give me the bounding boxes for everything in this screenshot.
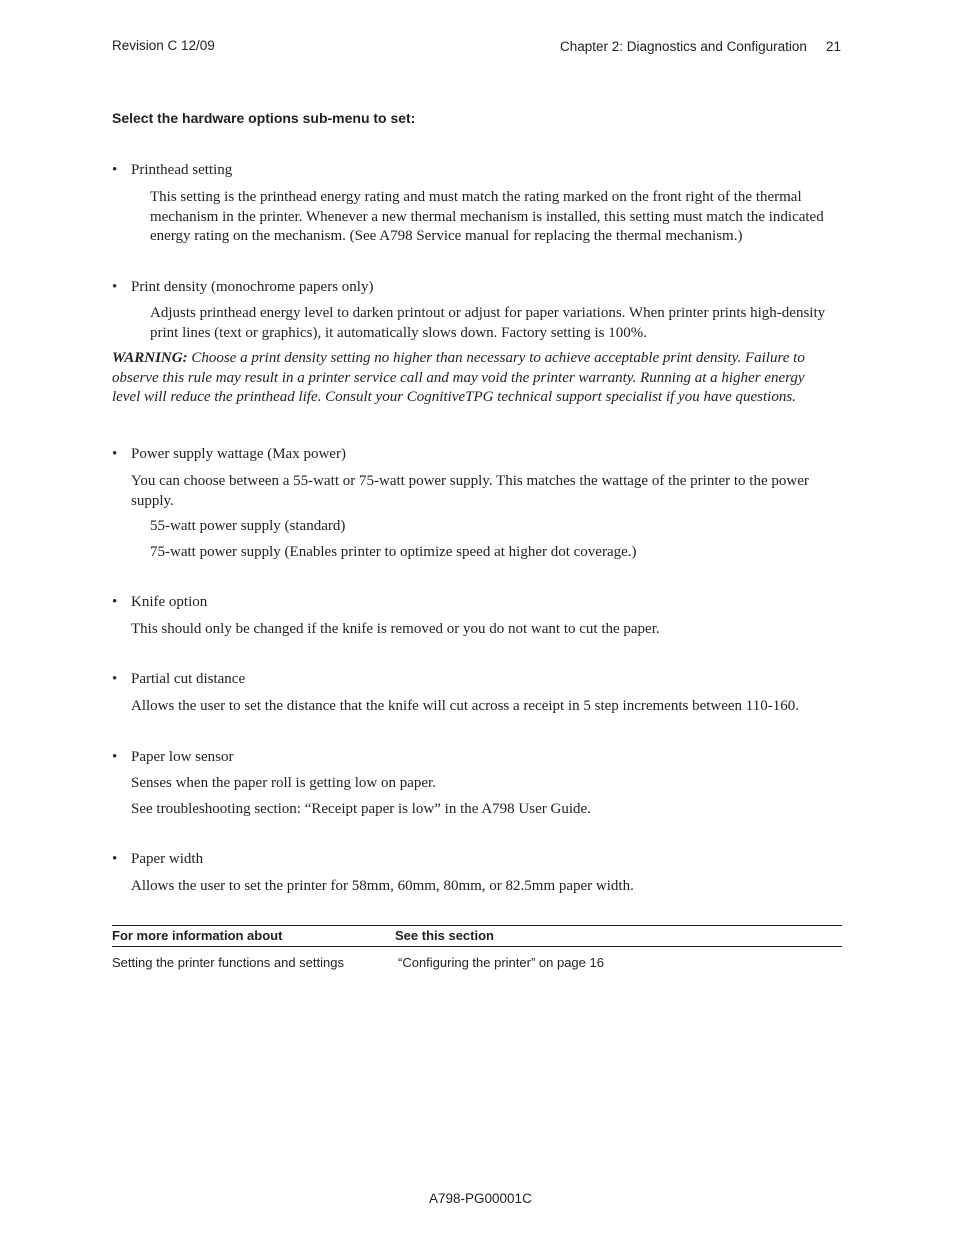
item-description: Senses when the paper roll is getting low on paper. (131, 775, 436, 791)
table-header-section: See this section (395, 928, 494, 943)
troubleshooting-reference: See troubleshooting section: “Receipt paper is low” in the A798 User Guide. (131, 801, 591, 817)
item-label: Knife option (131, 594, 208, 610)
bullet-icon: • (112, 749, 118, 765)
bullet-icon: • (112, 671, 118, 687)
table-header-topic: For more information about (112, 928, 283, 943)
bullet-icon: • (112, 162, 118, 178)
item-description: This should only be changed if the knife is removed or you do not want to cut the paper. (131, 621, 660, 637)
item-label: Printhead setting (131, 162, 233, 178)
bullet-icon: • (112, 279, 118, 295)
warning-text: Choose a print density setting no higher than necessary to achieve acceptable print density. Failure to observe this rule may result in a printer service call and may void the printer warranty. Running at a higher energy level will reduce the printhead life. Consult your CognitiveTPG technical support specialist if you have questions. (112, 350, 805, 406)
bullet-icon: • (112, 594, 118, 610)
item-description: This setting is the printhead energy rating and must match the rating marked on the front right of the thermal mechanism in the printer. Whenever a new thermal mechanism is installed, this setting must match the indicated energy rating on the mechanism. (See A798 Service manual for replacing the thermal mechanism.) (150, 189, 824, 245)
revision-label: Revision C 12/09 (112, 38, 215, 53)
table-cell-section-link[interactable]: “Configuring the printer” on page 16 (398, 955, 604, 970)
page-number: 21 (826, 39, 842, 54)
section-heading: Select the hardware options sub-menu to set: (112, 110, 416, 126)
power-option-55w: 55-watt power supply (standard) (150, 518, 346, 534)
item-label: Power supply wattage (Max power) (131, 446, 346, 462)
warning-note (112, 349, 834, 408)
item-label: Paper low sensor (131, 749, 234, 765)
item-label: Print density (monochrome papers only) (131, 279, 374, 295)
item-description: You can choose between a 55-watt or 75-watt power supply. This matches the wattage of the printer to the power supply. (131, 473, 809, 509)
item-description: Allows the user to set the printer for 58mm, 60mm, 80mm, or 82.5mm paper width. (131, 878, 634, 894)
warning-label: WARNING: (112, 350, 188, 366)
table-top-rule (112, 925, 842, 926)
chapter-title: Chapter 2: Diagnostics and Configuration (560, 39, 807, 54)
bullet-icon: • (112, 851, 118, 867)
table-cell-topic: Setting the printer functions and settings (112, 955, 344, 970)
bullet-icon: • (112, 446, 118, 462)
item-label: Partial cut distance (131, 671, 246, 687)
item-description: Adjusts printhead energy level to darken printout or adjust for paper variations. When printer prints high-density print lines (text or graphics), it automatically slows down. Factory setting is 100%. (150, 305, 826, 341)
document-number: A798-PG00001C (429, 1191, 532, 1206)
power-option-75w: 75-watt power supply (Enables printer to optimize speed at higher dot coverage.) (150, 544, 637, 560)
item-label: Paper width (131, 851, 204, 867)
table-header-rule (112, 946, 842, 947)
item-description: Allows the user to set the distance that the knife will cut across a receipt in 5 step increments between 110-160. (131, 698, 799, 714)
